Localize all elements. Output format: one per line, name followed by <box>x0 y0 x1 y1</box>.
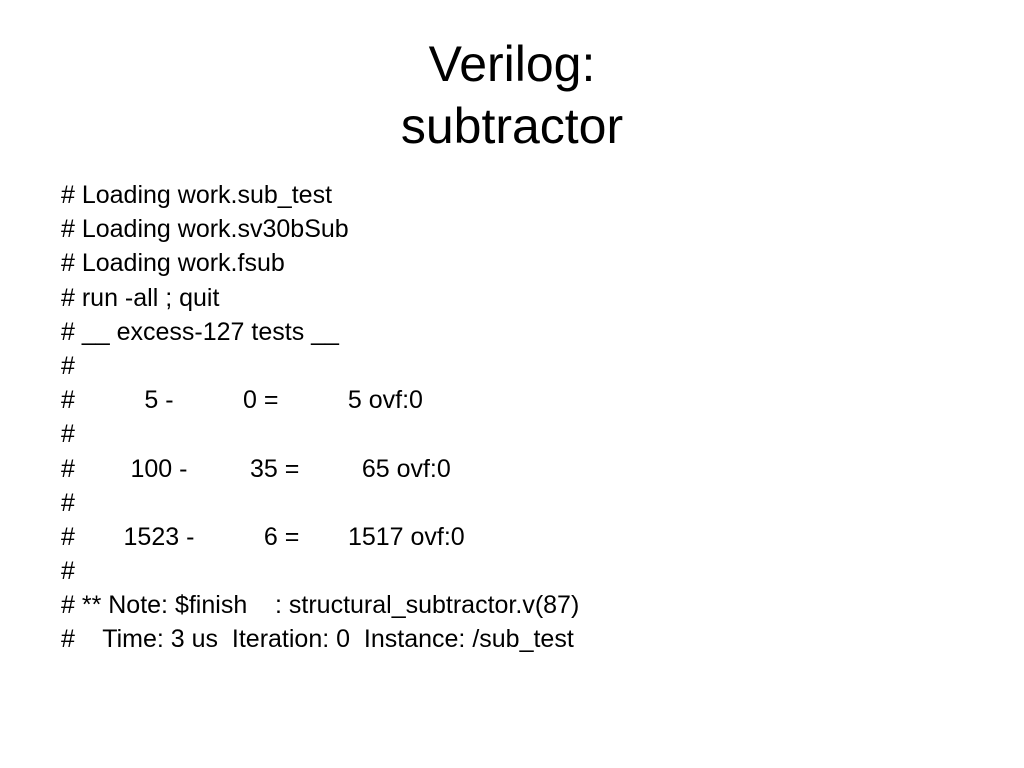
log-line: # <box>61 488 75 517</box>
simulation-log <box>61 178 1001 657</box>
title-line-2: subtractor <box>400 98 624 154</box>
log-line: # Time: 3 us Iteration: 0 Instance: /sub_test <box>61 625 574 654</box>
log-line: # Loading work.fsub <box>61 249 285 278</box>
log-line: # <box>61 557 75 586</box>
log-line: # run -all ; quit <box>61 283 220 312</box>
log-line: # __ excess-127 tests __ <box>61 317 339 346</box>
log-line: # 100 - 35 = 65 ovf:0 <box>61 454 451 483</box>
log-line: # 5 - 0 = 5 ovf:0 <box>61 386 423 415</box>
log-line: # ** Note: $finish : structural_subtractor.v(87) <box>61 591 580 620</box>
title-line-1: Verilog: <box>428 36 596 92</box>
log-line: # <box>61 351 75 380</box>
log-line: # 1523 - 6 = 1517 ovf:0 <box>61 522 465 551</box>
log-line: # <box>61 420 75 449</box>
slide-title <box>0 33 1024 157</box>
log-line: # Loading work.sv30bSub <box>61 215 349 244</box>
log-line: # Loading work.sub_test <box>61 181 333 209</box>
